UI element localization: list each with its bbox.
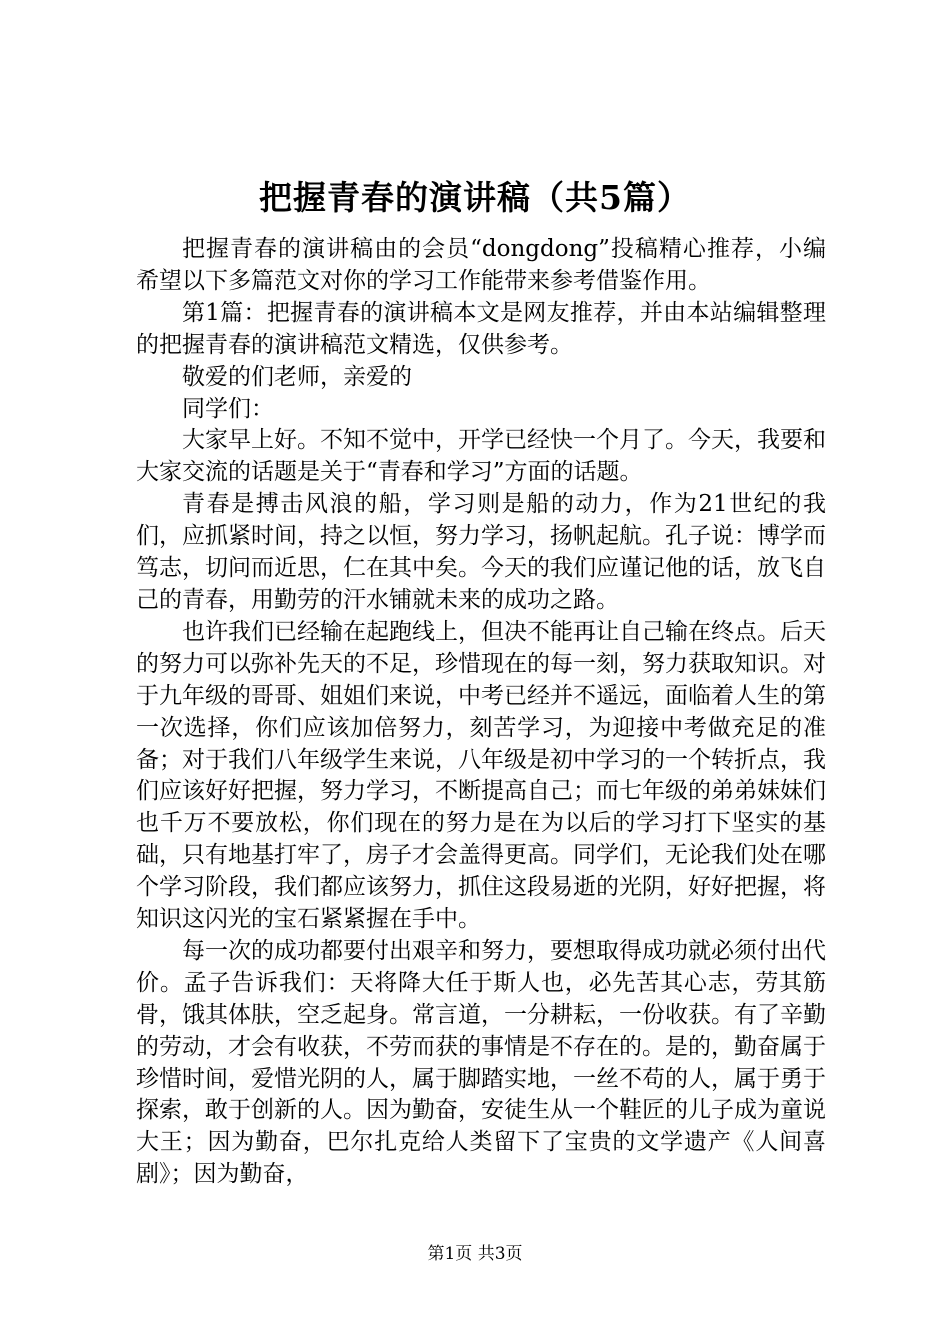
paragraph-intro: 把握青春的演讲稿由的会员“dongdong”投稿精心推荐，小编希望以下多篇范文对你的学习工作能带来参考借鉴作用。 <box>136 236 826 294</box>
paragraph-effort: 也许我们已经输在起跑线上，但决不能再让自己输在终点。后天的努力可以弥补先天的不足，珍惜现在的每一刻，努力获取知识。对于九年级的哥哥、姐姐们来说，中考已经并不遥远，面临着人生的第一次选择，你们应该加倍努力，刻苦学习，为迎接中考做充足的准备；对于我们八年级学生来说，八年级是初中学习的一个转折点，我们应该好好把握，努力学习，不断提高自己；而七年级的弟弟妹妹们也千万不要放松，你们现在的努力是在为以后的学习打下坚实的基础，只有地基打牢了，房子才会盖得更高。同学们，无论我们处在哪个学习阶段，我们都应该努力，抓住这段易逝的光阴，好好把握，将知识这闪光的宝石紧紧握在手中。 <box>136 618 826 933</box>
paragraph-success: 每一次的成功都要付出艰辛和努力，要想取得成功就必须付出代价。孟子告诉我们：天将降大任于斯人也，必先苦其心志，劳其筋骨，饿其体肤，空乏起身。常言道，一分耕耘，一份收获。有了辛勤的劳动，才会有收获，不劳而获的事情是不存在的。是的，勤奋属于珍惜时间，爱惜光阴的人，属于脚踏实地，一丝不苟的人，属于勇于探索，敢于创新的人。因为勤奋，安徒生从一个鞋匠的儿子成为童说大王；因为勤奋，巴尔扎克给人类留下了宝贵的文学遗产《人间喜剧》；因为勤奋， <box>136 937 826 1188</box>
paragraph-salutation-2: 同学们： <box>182 395 274 422</box>
paragraph-salutation: 敬爱的们老师，亲爱的 <box>182 363 412 390</box>
paragraph-chapter-1-note: 第1篇：把握青春的演讲稿本文是网友推荐，并由本站编辑整理的把握青春的演讲稿范文精选，仅供参考。 <box>136 299 826 358</box>
paragraph-youth: 青春是搏击风浪的船，学习则是船的动力，作为21世纪的我们，应抓紧时间，持之以恒，努力学习，扬帆起航。孔子说：博学而笃志，切问而近思，仁在其中矣。今天的我们应谨记他的话，放飞自己的青春，用勤劳的汗水铺就未来的成功之路。 <box>136 491 826 613</box>
paragraph-greeting: 大家早上好。不知不觉中，开学已经快一个月了。今天，我要和大家交流的话题是关于“青春和学习”方面的话题。 <box>136 427 826 486</box>
document-body <box>136 234 826 1191</box>
document-title: 把握青春的演讲稿（共5篇） <box>259 178 691 217</box>
page-footer: 第1页 共3页 <box>427 1244 523 1264</box>
